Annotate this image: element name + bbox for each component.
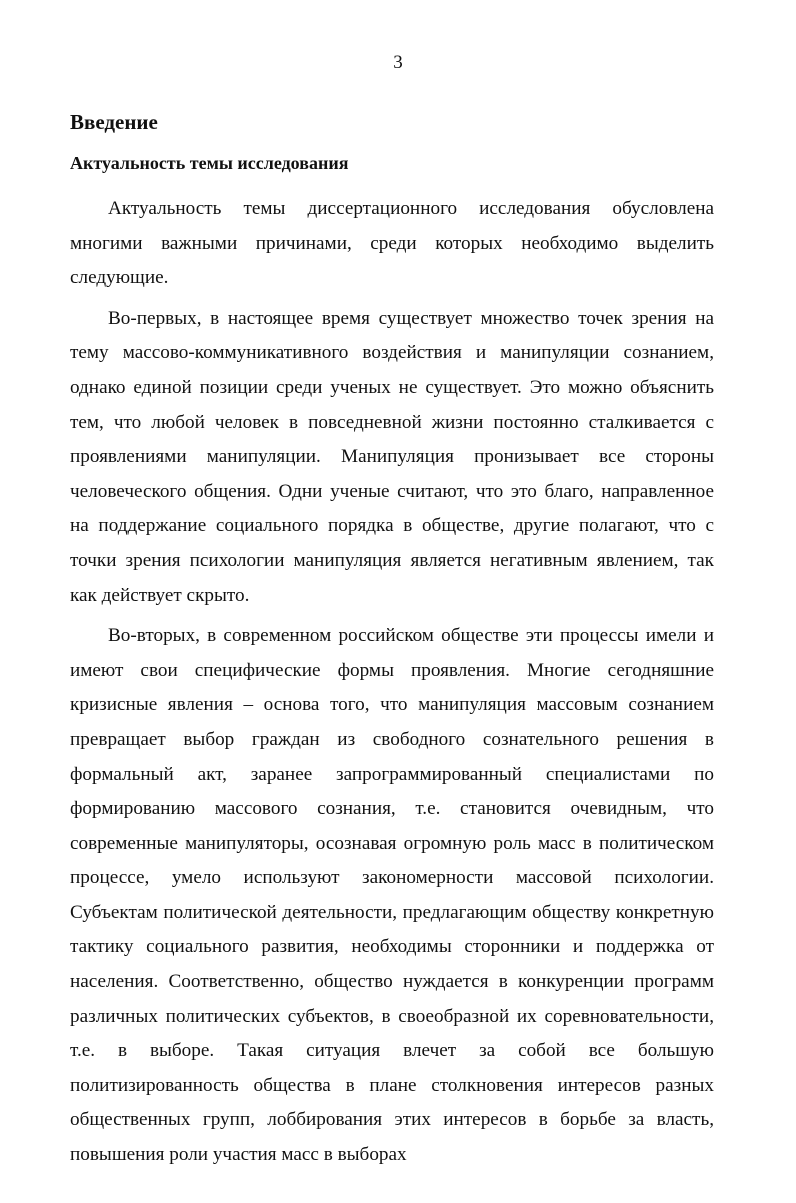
page-number: 3 xyxy=(393,52,403,73)
document-body xyxy=(70,108,714,1179)
section-subheading: Актуальность темы исследования xyxy=(70,153,349,173)
paragraph-second-reason: Во-вторых, в современном российском обществе эти процессы имели и имеют свои специфические формы проявления. Многие сегодняшние кризисные явления – основа того, что манипуляция массовым сознанием превращает выбор граждан из свободного сознательного решения в формальный акт, заранее запрограммированный специалистами по формированию массового сознания, т.е. становится очевидным, что современные манипуляторы, осознавая огромную роль масс в политическом процессе, умело используют закономерности массовой психологии. Субъектам политической деятельности, предлагающим обществу конкретную тактику социального развития, необходимы сторонники и поддержка от населения. Соответственно, общество нуждается в конкуренции программ различных политических субъектов, в своеобразной их соревновательности, т.е. в выборе. Такая ситуация влечет за собой все большую политизированность общества в плане столкновения интересов разных общественных групп, лоббирования этих интересов в борьбе за власть, повышения роли участия масс в выборах xyxy=(70,625,714,1166)
section-heading: Введение xyxy=(70,110,158,134)
paragraph-intro: Актуальность темы диссертационного исследования обусловлена многими важными причинами, среди которых необходимо выделить следующие. xyxy=(70,198,714,289)
paragraph-first-reason: Во-первых, в настоящее время существует множество точек зрения на тему массово-коммуникативного воздействия и манипуляции сознанием, однако единой позиции среди ученых не существует. Это можно объяснить тем, что любой человек в повседневной жизни постоянно сталкивается с проявлениями манипуляции. Манипуляция пронизывает все стороны человеческого общения. Одни ученые считают, что это благо, направленное на поддержание социального порядка в обществе, другие полагают, что с точки зрения психологии манипуляция является негативным явлением, так как действует скрыто. xyxy=(70,307,714,606)
